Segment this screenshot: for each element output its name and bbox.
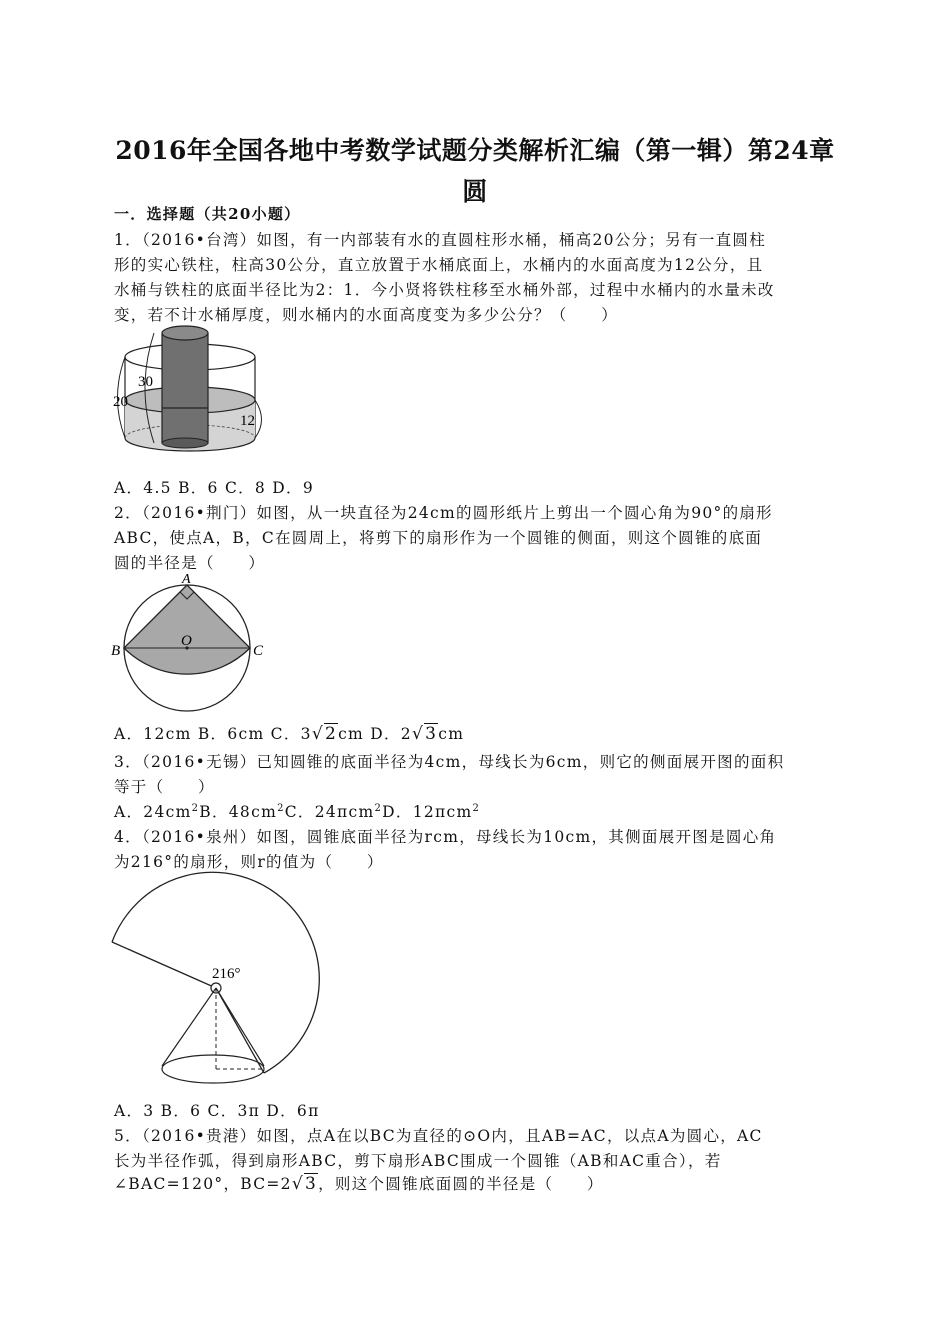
q3-options: A．$24cm^2B$．$48cm^2C$．24πcm$^2$D．12πcm$^2$: [114, 802, 481, 821]
q2-circle-sector-figure: [108, 568, 278, 713]
q3-option-d: D．12πcm: [382, 803, 473, 821]
q2-options-mid: cm D．2: [338, 725, 412, 743]
page-title-line1: 2016年全国各地中考数学试题分类解析汇编（第一辑）第24章: [115, 136, 835, 165]
q2-options-suffix: cm: [438, 725, 465, 743]
q1-label-30: 30: [138, 374, 153, 390]
q3-text-line: 等于（ ）: [114, 778, 215, 796]
q2-options: [114, 722, 464, 744]
q5-text-line3: [114, 1172, 604, 1194]
q4-sector-cone-figure: [108, 866, 328, 1096]
q4-angle-label: 216°: [212, 966, 241, 982]
sqrt-3: √3: [411, 724, 438, 744]
q5-text-line: 5．（2016•贵港）如图，点A在以BC为直径的⊙O内，且AB=AC，以点A为圆心，AC: [114, 1127, 763, 1145]
q3-text-line: 3．（2016•无锡）已知圆锥的底面半径为4cm，母线长为6cm，则它的侧面展开图的面积: [114, 753, 785, 771]
q5-line3-suffix: ，则这个圆锥底面圆的半径是（ ）: [318, 1175, 604, 1193]
q1-text-line: 1．（2016•台湾）如图，有一内部装有水的直圆柱形水桶，桶高20公分；另有一直圆柱: [114, 231, 767, 249]
q2-label-b: B: [111, 643, 121, 659]
q2-label-c: C: [253, 643, 264, 659]
q2-text-line: 圆的半径是（ ）: [114, 554, 266, 572]
page-title-line2: 圆: [462, 177, 488, 206]
q2-options-prefix: A．12cm B．6cm C．3: [114, 725, 312, 743]
section-heading: 一．选择题（共20小题）: [114, 205, 301, 223]
q1-text-line: 形的实心铁柱，柱高30公分，直立放置于水桶底面上，水桶内的水面高度为12公分，且: [114, 256, 764, 274]
q1-cylinder-figure: [110, 320, 270, 460]
q1-label-20: 20: [113, 394, 128, 410]
q3-option-a: A．24cm: [114, 803, 192, 821]
sqrt-2-arg: 2: [324, 724, 338, 744]
q5-line3-prefix: ∠BAC=120°，BC=2: [114, 1175, 292, 1193]
q1-text-line: 变，若不计水桶厚度，则水桶内的水面高度变为多少公分？（ ）: [114, 306, 619, 324]
q2-text-line: 2．（2016•荆门）如图，从一块直径为24cm的圆形纸片上剪出一个圆心角为90°的扇形: [114, 504, 773, 522]
sqrt-2: √2: [311, 724, 338, 744]
sqrt-3-arg: 3: [425, 724, 438, 744]
q5-text-line: 长为半径作弧，得到扇形ABC，剪下扇形ABC围成一个圆锥（AB和AC重合），若: [114, 1152, 722, 1170]
q4-options: A．3 B．6 C．3π D．6π: [114, 1102, 320, 1120]
q1-text-line: 水桶与铁柱的底面半径比为2：1．今小贤将铁柱移至水桶外部，过程中水桶内的水量未改: [114, 281, 775, 299]
q2-label-o: O: [181, 633, 192, 649]
q3-option-b: B．48cm: [199, 803, 278, 821]
sqrt-3-arg: 3: [304, 1174, 318, 1194]
q4-text-line: 4．（2016•泉州）如图，圆锥底面半径为rcm，母线长为10cm，其侧面展开图是圆心角: [114, 828, 777, 846]
q1-label-12: 12: [240, 413, 255, 429]
q2-text-line: ABC，使点A，B，C在圆周上，将剪下的扇形作为一个圆锥的侧面，则这个圆锥的底面: [114, 529, 763, 547]
sqrt-3: √3: [291, 1174, 318, 1194]
q1-options: A．4.5 B．6 C．8 D．9: [114, 479, 314, 497]
q2-label-a: A: [182, 572, 191, 587]
q4-text-line: 为216°的扇形，则r的值为（ ）: [114, 853, 384, 871]
q3-option-c: C．24πcm: [284, 803, 375, 821]
